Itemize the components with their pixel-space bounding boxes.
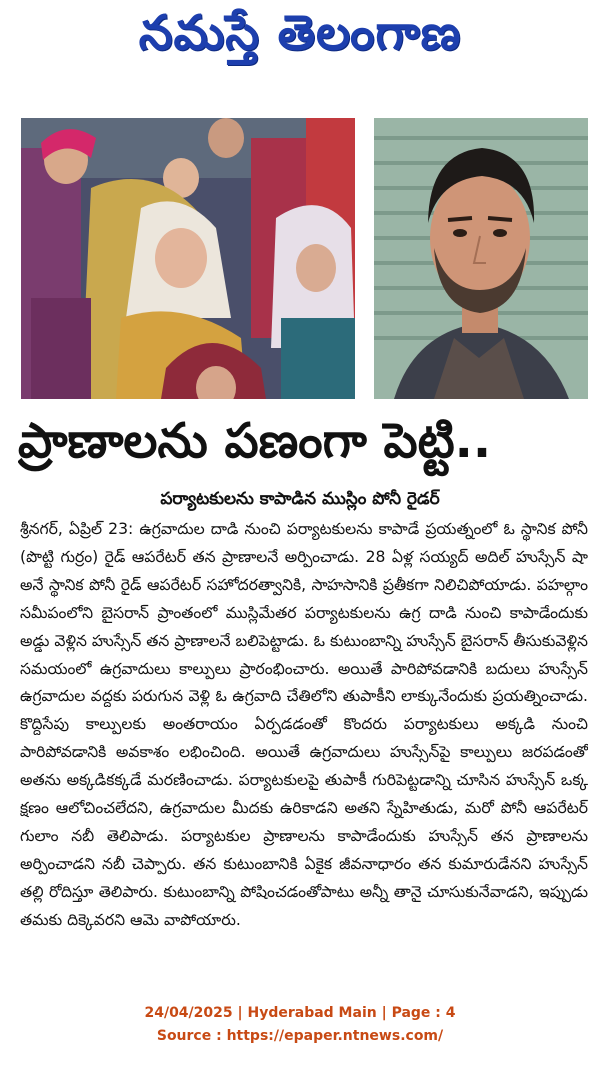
newspaper-title: నమస్తే తెలంగాణ	[138, 5, 462, 61]
source-link[interactable]: Source : https://epaper.ntnews.com/	[156, 1028, 444, 1044]
article-subheadline: పర్యాటకులను కాపాడిన ముస్లిం పోనీ రైడర్	[160, 489, 440, 509]
article-body: శ్రీనగర్, ఏప్రిల్ 23: ఉగ్రవాదుల దాడి నుంచి పర్యాటకులను కాపాడే ప్రయత్నంలో ఓ స్థానిక పోనీ (పొట్టి గుర్రం) రైడ్ ఆపరేటర్ తన ప్రాణాలనే అర్పించాడు. 28 ఏళ్ల సయ్యద్ అదిల్ హుస్సేన్ షా అనే స్థానిక పోనీ రైడ్ ఆపరేటర్ సహోదరత్వానికి, సాహసానికి ప్రతీకగా నిలిచిపోయాడు. పహల్గాం సమీపంలోని బైసరాన్ ప్రాంతంలో ముస్లిమేతర పర్యాటకులను ఉగ్ర దాడి నుంచి కాపాడేందుకు అడ్డు వెళ్లిన హుస్సేన్ తన ప్రాణాలనే బలిపెట్టాడు. ఓ కుటుంబాన్ని హుస్సేన్ బైసరాన్ తీసుకువెళ్లిన సమయంలో ఉగ్రవాదులు కాల్పులు ప్రారంభించారు. అయితే పారిపోవడానికి బదులు హుస్సేన్ ఉగ్రవాదుల వద్దకు పరుగున వెళ్లి ఓ ఉగ్రవాది చేతిలోని తుపాకీని లాక్కునేందుకు ప్రయత్నించాడు. కొద్దిసేపు కాల్పులకు అంతరాయం ఏర్పడడంతో కొందరు పర్యాటకులు అక్కడి నుంచి పారిపోవడానికి అవకాశం లభించింది. అయితే ఉగ్రవాదులు హుస్సేన్‌పై కాల్పులు జరపడంతో అతను అక్కడికక్కడే మరణించాడు. పర్యాటకులపై తుపాకీ గురిపెట్టడాన్ని చూసిన హుస్సేన్ ఒక్క క్షణం ఆలోచించలేదని, ఉగ్రవాదుల మీదకు ఉరికాడని అతని స్నేహితుడు, మరో పోనీ ఆపరేటర్ గులాం నబీ తెలిపాడు. పర్యాటకుల ప్రాణాలను కాపాడేందుకు హుస్సేన్ తన ప్రాణాలను అర్పించాడని నబీ చెప్పారు. తన కుటుంబానికి ఏకైక జీవనాధారం తన కుమారుడేనని హుస్సేన్ తల్లి రోదిస్తూ తెలిపారు. కుటుంబాన్ని పోషించడంతోపాటు అన్నీ తానై చూసుకునేవాడని, ఇప్పుడు తమకు దిక్కెవరని ఆమె వాపోయారు.	[20, 520, 588, 929]
masthead	[0, 0, 600, 78]
article-headline: ప్రాణాలను పణంగా పెట్టి..	[18, 413, 492, 469]
photo-portrait	[374, 118, 588, 399]
photo-grieving-family	[21, 118, 355, 399]
edition-info: 24/04/2025 | Hyderabad Main | Page : 4	[144, 1005, 456, 1021]
